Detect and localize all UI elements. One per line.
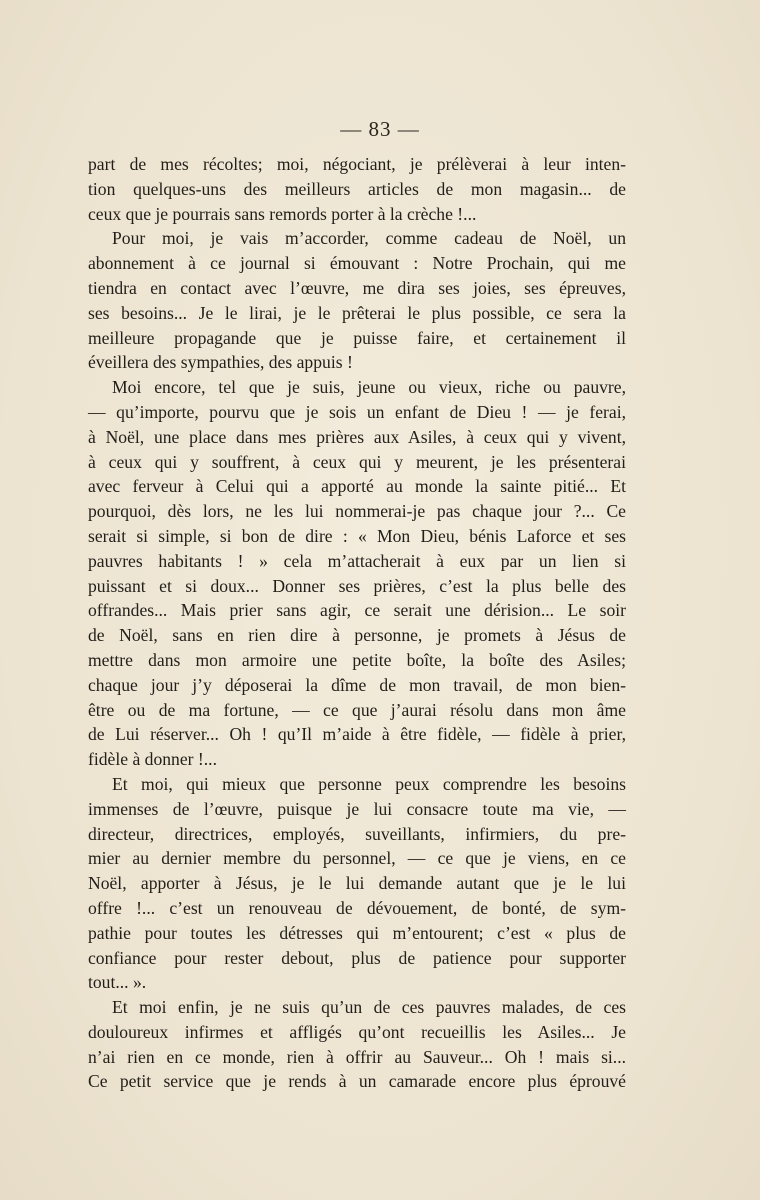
text-line: à ceux qui y souffrent, à ceux qui y meurent, je les présenterai xyxy=(88,451,626,472)
text-line: pourquoi, dès lors, ne les lui nommerai-je pas chaque jour ?... Ce xyxy=(88,501,626,522)
text-line: Pour moi, je vais m’accorder, comme cadeau de Noël, un xyxy=(112,228,626,249)
text-line: tout... ». xyxy=(88,972,147,993)
text-line: offrandes... Mais prier sans agir, ce serait une dérision... Le soir xyxy=(88,600,626,621)
text-line: de Lui réserver... Oh ! qu’Il m’aide à être fidèle, — fidèle à prier, xyxy=(88,724,626,745)
text-line: part de mes récoltes; moi, négociant, je prélèverai à leur inten- xyxy=(88,154,626,174)
text-line: mier au dernier membre du personnel, — ce que je viens, en ce xyxy=(88,848,626,869)
text-line: mettre dans mon armoire une petite boîte, la boîte des Asiles; xyxy=(88,649,626,670)
text-line: puissant et si doux... Donner ses prières, c’est la plus belle des xyxy=(88,575,626,596)
text-line: ceux que je pourrais sans remords porter à la crèche !... xyxy=(88,203,477,224)
text-line: directeur, directrices, employés, suveillants, infirmiers, du pre- xyxy=(88,823,626,844)
text-line: pathie pour toutes les détresses qui m’entourent; c’est « plus de xyxy=(88,922,626,943)
text-line: pauvres habitants ! » cela m’attacherait à eux par un lien si xyxy=(88,550,626,571)
text-line: Et moi, qui mieux que personne peux comprendre les besoins xyxy=(112,773,626,794)
text-line: Moi encore, tel que je suis, jeune ou vieux, riche ou pauvre, xyxy=(112,377,626,398)
text-line: ses besoins... Je le lirai, je le prêterai le plus possible, ce sera la xyxy=(88,302,626,323)
text-line: — qu’importe, pourvu que je sois un enfant de Dieu ! — je ferai, xyxy=(88,401,626,422)
text-line: Et moi enfin, je ne suis qu’un de ces pauvres malades, de ces xyxy=(112,997,626,1018)
text-line: immenses de l’œuvre, puisque je lui consacre toute ma vie, — xyxy=(88,798,626,819)
page-number: — 83 — xyxy=(340,117,420,141)
body-text xyxy=(88,152,626,1094)
text-line: meilleure propagande que je puisse faire, et certainement il xyxy=(88,327,626,348)
text-line: confiance pour rester debout, plus de patience pour supporter xyxy=(88,947,626,968)
text-line: fidèle à donner !... xyxy=(88,749,217,770)
text-line: n’ai rien en ce monde, rien à offrir au Sauveur... Oh ! mais si... xyxy=(88,1046,626,1067)
text-line: Ce petit service que je rends à un camarade encore plus éprouvé xyxy=(88,1071,626,1092)
text-line: offre !... c’est un renouveau de dévouement, de bonté, de sym- xyxy=(88,897,626,918)
text-line: tion quelques-uns des meilleurs articles de mon magasin... de xyxy=(88,178,626,199)
text-line: à Noël, une place dans mes prières aux Asiles, à ceux qui y vivent, xyxy=(88,426,626,447)
text-line: Noël, apporter à Jésus, je le lui demande autant que je le lui xyxy=(88,873,626,894)
text-line: abonnement à ce journal si émouvant : Notre Prochain, qui me xyxy=(88,253,626,274)
text-line: de Noël, sans en rien dire à personne, je promets à Jésus de xyxy=(88,625,626,646)
text-line: avec ferveur à Celui qui a apporté au monde la sainte pitié... Et xyxy=(88,476,626,497)
text-line: tiendra en contact avec l’œuvre, me dira ses joies, ses épreuves, xyxy=(88,277,626,298)
text-line: serait si simple, si bon de dire : « Mon Dieu, bénis Laforce et ses xyxy=(88,525,626,546)
text-line: être ou de ma fortune, — ce que j’aurai résolu dans mon âme xyxy=(88,699,626,720)
text-line: douloureux infirmes et affligés qu’ont recueillis les Asiles... Je xyxy=(88,1021,626,1042)
text-line: éveillera des sympathies, des appuis ! xyxy=(88,352,353,373)
text-line: chaque jour j’y déposerai la dîme de mon travail, de mon bien- xyxy=(88,674,626,695)
